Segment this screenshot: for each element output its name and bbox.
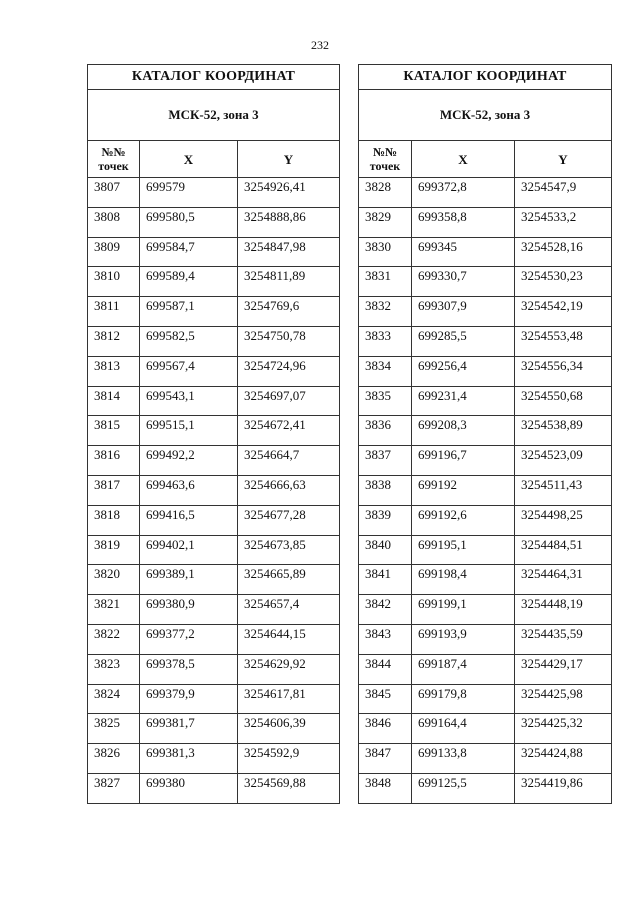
catalog-title: КАТАЛОГ КООРДИНАТ <box>88 65 340 90</box>
table-row <box>88 744 340 774</box>
point-number-cell: 3847 <box>359 744 412 774</box>
y-cell: 3254629,92 <box>238 654 340 684</box>
point-number-cell: 3816 <box>88 446 140 476</box>
table-row <box>88 595 340 625</box>
x-cell: 699307,9 <box>412 297 515 327</box>
point-number-cell: 3811 <box>88 297 140 327</box>
x-cell: 699372,8 <box>412 178 515 208</box>
y-cell: 3254484,51 <box>515 535 612 565</box>
point-number-cell: 3830 <box>359 237 412 267</box>
point-number-cell: 3837 <box>359 446 412 476</box>
table-row <box>359 565 612 595</box>
x-cell: 699195,1 <box>412 535 515 565</box>
point-number-cell: 3826 <box>88 744 140 774</box>
table-row <box>359 714 612 744</box>
y-cell: 3254530,23 <box>515 267 612 297</box>
y-cell: 3254926,41 <box>238 178 340 208</box>
point-number-cell: 3810 <box>88 267 140 297</box>
point-number-cell: 3839 <box>359 505 412 535</box>
catalog-rows <box>359 178 612 804</box>
y-cell: 3254672,41 <box>238 416 340 446</box>
y-cell: 3254429,17 <box>515 654 612 684</box>
x-cell: 699187,4 <box>412 654 515 684</box>
x-header: X <box>412 141 515 178</box>
y-cell: 3254542,19 <box>515 297 612 327</box>
x-cell: 699515,1 <box>140 416 238 446</box>
table-row <box>88 297 340 327</box>
y-cell: 3254666,63 <box>238 475 340 505</box>
table-row <box>359 773 612 803</box>
coordinate-system: МСК-52, зона 3 <box>359 90 612 141</box>
point-number-cell: 3834 <box>359 356 412 386</box>
point-number-cell: 3832 <box>359 297 412 327</box>
table-row <box>88 446 340 476</box>
y-cell: 3254811,89 <box>238 267 340 297</box>
y-cell: 3254697,07 <box>238 386 340 416</box>
point-number-cell: 3829 <box>359 207 412 237</box>
x-cell: 699330,7 <box>412 267 515 297</box>
point-number-cell: 3831 <box>359 267 412 297</box>
y-cell: 3254556,34 <box>515 356 612 386</box>
point-number-cell: 3835 <box>359 386 412 416</box>
point-number-cell: 3818 <box>88 505 140 535</box>
table-row <box>359 595 612 625</box>
x-cell: 699256,4 <box>412 356 515 386</box>
x-cell: 699377,2 <box>140 624 238 654</box>
x-cell: 699208,3 <box>412 416 515 446</box>
y-cell: 3254673,85 <box>238 535 340 565</box>
table-row <box>359 356 612 386</box>
table-row <box>88 654 340 684</box>
point-number-cell: 3812 <box>88 326 140 356</box>
x-cell: 699567,4 <box>140 356 238 386</box>
coordinate-system: МСК-52, зона 3 <box>88 90 340 141</box>
x-cell: 699231,4 <box>412 386 515 416</box>
point-number-header <box>88 141 140 178</box>
point-number-header-line1: №№ <box>372 145 398 159</box>
point-number-cell: 3836 <box>359 416 412 446</box>
y-cell: 3254511,43 <box>515 475 612 505</box>
x-cell: 699582,5 <box>140 326 238 356</box>
y-cell: 3254533,2 <box>515 207 612 237</box>
y-cell: 3254528,16 <box>515 237 612 267</box>
x-cell: 699164,4 <box>412 714 515 744</box>
point-number-cell: 3822 <box>88 624 140 654</box>
y-cell: 3254523,09 <box>515 446 612 476</box>
y-cell: 3254419,86 <box>515 773 612 803</box>
x-cell: 699378,5 <box>140 654 238 684</box>
table-row <box>359 267 612 297</box>
point-number-cell: 3840 <box>359 535 412 565</box>
y-cell: 3254677,28 <box>238 505 340 535</box>
x-cell: 699199,1 <box>412 595 515 625</box>
point-number-cell: 3843 <box>359 624 412 654</box>
y-cell: 3254592,9 <box>238 744 340 774</box>
x-header: X <box>140 141 238 178</box>
x-cell: 699285,5 <box>412 326 515 356</box>
y-cell: 3254547,9 <box>515 178 612 208</box>
table-row <box>88 773 340 803</box>
y-cell: 3254464,31 <box>515 565 612 595</box>
table-row <box>359 624 612 654</box>
x-cell: 699358,8 <box>412 207 515 237</box>
x-cell: 699584,7 <box>140 237 238 267</box>
point-number-cell: 3821 <box>88 595 140 625</box>
y-cell: 3254657,4 <box>238 595 340 625</box>
point-number-header-line2: точек <box>98 159 129 173</box>
y-cell: 3254448,19 <box>515 595 612 625</box>
y-cell: 3254550,68 <box>515 386 612 416</box>
y-cell: 3254569,88 <box>238 773 340 803</box>
table-row <box>359 654 612 684</box>
table-row <box>359 297 612 327</box>
x-cell: 699125,5 <box>412 773 515 803</box>
point-number-cell: 3844 <box>359 654 412 684</box>
x-cell: 699389,1 <box>140 565 238 595</box>
x-cell: 699587,1 <box>140 297 238 327</box>
table-row <box>88 386 340 416</box>
x-cell: 699416,5 <box>140 505 238 535</box>
point-number-cell: 3825 <box>88 714 140 744</box>
point-number-cell: 3827 <box>88 773 140 803</box>
table-row <box>88 565 340 595</box>
y-cell: 3254724,96 <box>238 356 340 386</box>
table-row <box>359 416 612 446</box>
table-row <box>359 475 612 505</box>
point-number-header <box>359 141 412 178</box>
y-cell: 3254664,7 <box>238 446 340 476</box>
table-row <box>88 326 340 356</box>
y-cell: 3254498,25 <box>515 505 612 535</box>
table-row <box>88 416 340 446</box>
point-number-cell: 3819 <box>88 535 140 565</box>
table-row <box>88 356 340 386</box>
table-row <box>88 505 340 535</box>
point-number-cell: 3838 <box>359 475 412 505</box>
table-row <box>88 475 340 505</box>
y-cell: 3254424,88 <box>515 744 612 774</box>
table-row <box>359 535 612 565</box>
y-cell: 3254425,98 <box>515 684 612 714</box>
x-cell: 699381,3 <box>140 744 238 774</box>
table-row <box>359 684 612 714</box>
y-cell: 3254644,15 <box>238 624 340 654</box>
table-row <box>359 744 612 774</box>
table-row <box>88 624 340 654</box>
y-cell: 3254553,48 <box>515 326 612 356</box>
point-number-cell: 3815 <box>88 416 140 446</box>
y-cell: 3254665,89 <box>238 565 340 595</box>
x-cell: 699133,8 <box>412 744 515 774</box>
table-row <box>88 267 340 297</box>
point-number-cell: 3824 <box>88 684 140 714</box>
table-row <box>359 386 612 416</box>
table-row <box>359 505 612 535</box>
x-cell: 699580,5 <box>140 207 238 237</box>
y-cell: 3254617,81 <box>238 684 340 714</box>
point-number-cell: 3823 <box>88 654 140 684</box>
y-cell: 3254425,32 <box>515 714 612 744</box>
x-cell: 699196,7 <box>412 446 515 476</box>
y-cell: 3254606,39 <box>238 714 340 744</box>
x-cell: 699463,6 <box>140 475 238 505</box>
y-cell: 3254538,89 <box>515 416 612 446</box>
y-cell: 3254750,78 <box>238 326 340 356</box>
point-number-cell: 3833 <box>359 326 412 356</box>
point-number-cell: 3845 <box>359 684 412 714</box>
point-number-cell: 3813 <box>88 356 140 386</box>
point-number-header-line2: точек <box>369 159 401 173</box>
point-number-cell: 3846 <box>359 714 412 744</box>
point-number-cell: 3817 <box>88 475 140 505</box>
y-cell: 3254888,86 <box>238 207 340 237</box>
catalog-rows <box>88 178 340 804</box>
x-cell: 699492,2 <box>140 446 238 476</box>
x-cell: 699381,7 <box>140 714 238 744</box>
point-number-cell: 3808 <box>88 207 140 237</box>
x-cell: 699193,9 <box>412 624 515 654</box>
x-cell: 699345 <box>412 237 515 267</box>
x-cell: 699543,1 <box>140 386 238 416</box>
table-row <box>359 207 612 237</box>
y-cell: 3254847,98 <box>238 237 340 267</box>
point-number-cell: 3842 <box>359 595 412 625</box>
point-number-cell: 3841 <box>359 565 412 595</box>
x-cell: 699380 <box>140 773 238 803</box>
catalog-title: КАТАЛОГ КООРДИНАТ <box>359 65 612 90</box>
x-cell: 699380,9 <box>140 595 238 625</box>
x-cell: 699379,9 <box>140 684 238 714</box>
point-number-cell: 3807 <box>88 178 140 208</box>
table-row <box>88 535 340 565</box>
table-row <box>88 207 340 237</box>
table-row <box>88 178 340 208</box>
coordinate-catalog-right <box>358 64 612 804</box>
table-row <box>359 326 612 356</box>
point-number-cell: 3848 <box>359 773 412 803</box>
y-cell: 3254769,6 <box>238 297 340 327</box>
y-header: Y <box>515 141 612 178</box>
x-cell: 699402,1 <box>140 535 238 565</box>
page-number: 232 <box>311 38 329 52</box>
x-cell: 699179,8 <box>412 684 515 714</box>
coordinate-catalog-left <box>87 64 340 804</box>
y-cell: 3254435,59 <box>515 624 612 654</box>
table-row <box>88 237 340 267</box>
table-row <box>88 714 340 744</box>
x-cell: 699192 <box>412 475 515 505</box>
y-header: Y <box>238 141 340 178</box>
point-number-cell: 3809 <box>88 237 140 267</box>
x-cell: 699589,4 <box>140 267 238 297</box>
x-cell: 699198,4 <box>412 565 515 595</box>
table-row <box>359 237 612 267</box>
point-number-cell: 3814 <box>88 386 140 416</box>
table-row <box>359 446 612 476</box>
x-cell: 699579 <box>140 178 238 208</box>
point-number-cell: 3820 <box>88 565 140 595</box>
x-cell: 699192,6 <box>412 505 515 535</box>
table-row <box>359 178 612 208</box>
point-number-header-line1: №№ <box>101 145 126 159</box>
table-row <box>88 684 340 714</box>
point-number-cell: 3828 <box>359 178 412 208</box>
